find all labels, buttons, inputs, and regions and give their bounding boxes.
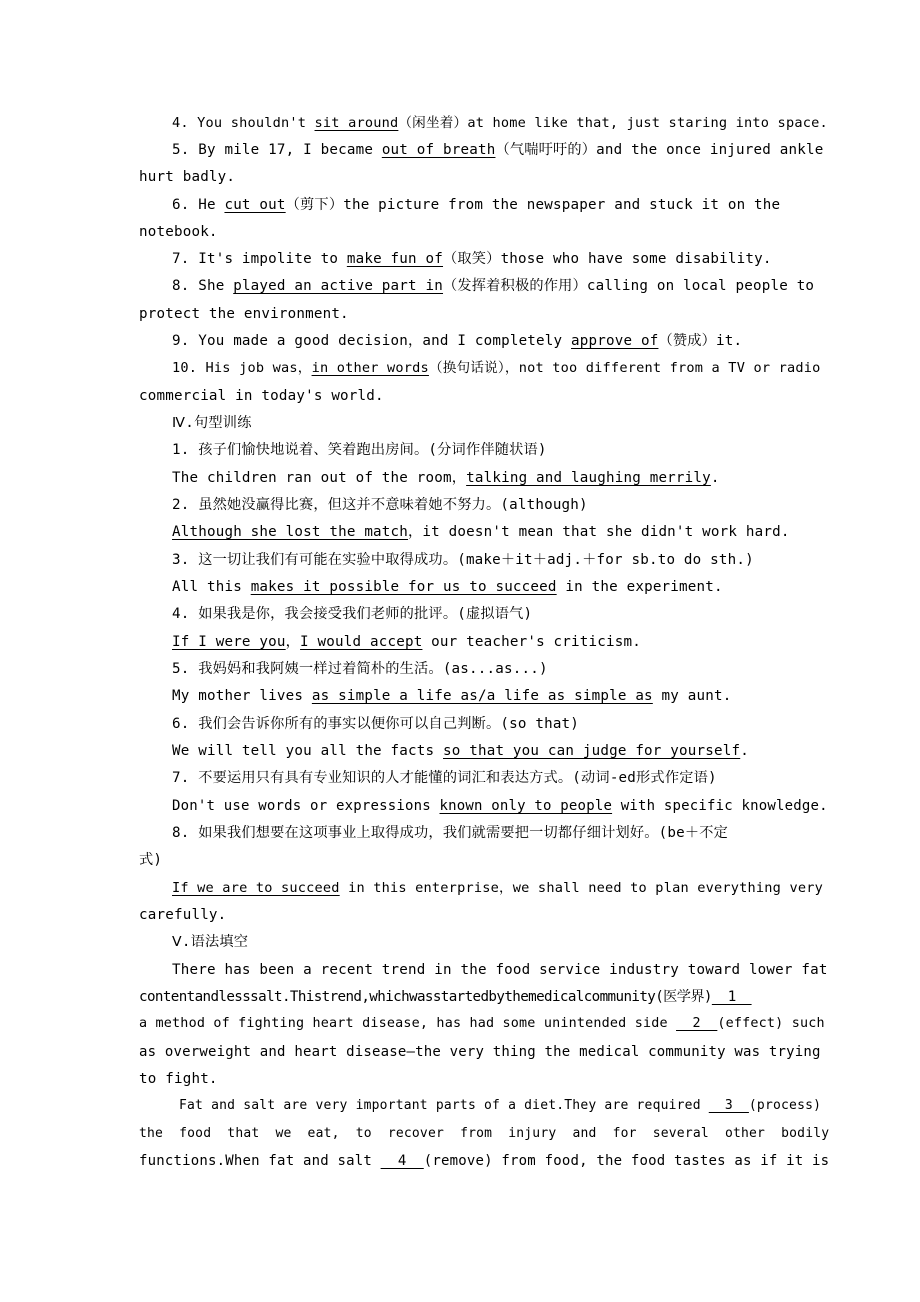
passage-line-4: as overweight and heart disease—the very thing the medical community was trying: [139, 1044, 821, 1060]
sentence-1-cn: 1. 孩子们愉快地说着、笑着跑出房间。(分词作伴随状语): [172, 442, 547, 458]
blank-1[interactable]: 1: [711, 989, 752, 1005]
section-v-heading: Ⅴ.语法填空: [172, 934, 249, 950]
sentence-5-cn: 5. 我妈妈和我阿姨一样过着简朴的生活。(as...as...): [172, 661, 548, 677]
sentence-2-en: Although she lost the match，it doesn't mean that she didn't work hard.: [172, 524, 790, 540]
item-5-cont: hurt badly.: [139, 169, 236, 185]
sentence-8-en: If we are to succeed in this enterprise，we shall need to plan everything very: [172, 880, 823, 896]
item-8-cont: protect the environment.: [139, 306, 349, 322]
sentence-2-cn: 2. 虽然她没赢得比赛，但这并不意味着她不努力。(although): [172, 497, 588, 513]
sentence-8-cn-cont: 式): [139, 852, 163, 868]
passage-line-1: There has been a recent trend in the food service industry toward lower fat: [172, 962, 828, 978]
blank-4[interactable]: 4: [380, 1153, 424, 1169]
sentence-6-cn: 6. 我们会告诉你所有的事实以便你可以自己判断。(so that): [172, 716, 580, 732]
sentence-4-cn: 4. 如果我是你，我会接受我们老师的批评。(虚拟语气): [172, 606, 533, 622]
sentence-3-en: All this makes it possible for us to succeed in the experiment.: [172, 579, 723, 595]
item-9: 9. You made a good decision，and I completely approve of（赞成）it.: [172, 333, 743, 349]
sentence-3-cn: 3. 这一切让我们有可能在实验中取得成功。(make＋it＋adj.＋for sb.to do sth.): [172, 552, 754, 568]
item-7: 7. It's impolite to make fun of（取笑）those who have some disability.: [172, 251, 772, 267]
sentence-6-en: We will tell you all the facts so that you can judge for yourself.: [172, 743, 749, 759]
sentence-8-en-cont: carefully.: [139, 907, 227, 923]
item-6: 6. He cut out（剪下）the picture from the newspaper and stuck it on the: [172, 197, 781, 213]
item-6-cont: notebook.: [139, 224, 218, 240]
passage-line-7: the food that we eat, to recover from injury and for several other bodily: [139, 1126, 830, 1141]
passage-line-5: to fight.: [139, 1071, 218, 1087]
blank-2[interactable]: 2: [676, 1016, 718, 1031]
section-iv-heading: Ⅳ.句型训练: [172, 415, 252, 431]
item-5: 5. By mile 17, I became out of breath（气喘吁吁的）and the once injured ankle: [172, 142, 824, 158]
sentence-8-cn: 8. 如果我们想要在这项事业上取得成功，我们就需要把一切都仔细计划好。(be＋不定: [172, 825, 729, 841]
sentence-7-cn: 7. 不要运用只有具有专业知识的人才能懂的词汇和表达方式。(动词-ed形式作定语): [172, 770, 717, 786]
passage-line-8: functions.When fat and salt 4 (remove) from food, the food tastes as if it is: [139, 1153, 830, 1169]
passage-line-6: Fat and salt are very important parts of a diet.They are required 3 (process): [179, 1098, 822, 1113]
item-4: 4. You shouldn't sit around（闲坐着）at home like that, just staring into space.: [172, 115, 828, 131]
sentence-1-en: The children ran out of the room，talking and laughing merrily.: [172, 470, 720, 486]
sentence-7-en: Don't use words or expressions known only to people with specific knowledge.: [172, 798, 828, 814]
sentence-5-en: My mother lives as simple a life as/a life as simple as my aunt.: [172, 688, 732, 704]
sentence-4-en: If I were you，I would accept our teacher's criticism.: [172, 634, 641, 650]
passage-line-3: a method of fighting heart disease, has had some unintended side 2 (effect) such: [139, 1016, 825, 1031]
blank-3[interactable]: 3: [708, 1098, 749, 1113]
item-10: 10. His job was，in other words（换句话说），not too different from a TV or radio: [172, 360, 821, 376]
item-8: 8. She played an active part in（发挥着积极的作用）calling on local people to: [172, 278, 815, 294]
item-10-cont: commercial in today's world.: [139, 388, 384, 404]
passage-line-2: contentandlesssalt.Thistrend,whichwasstartedbythemedicalcommunity(医学界) 1: [139, 989, 752, 1005]
